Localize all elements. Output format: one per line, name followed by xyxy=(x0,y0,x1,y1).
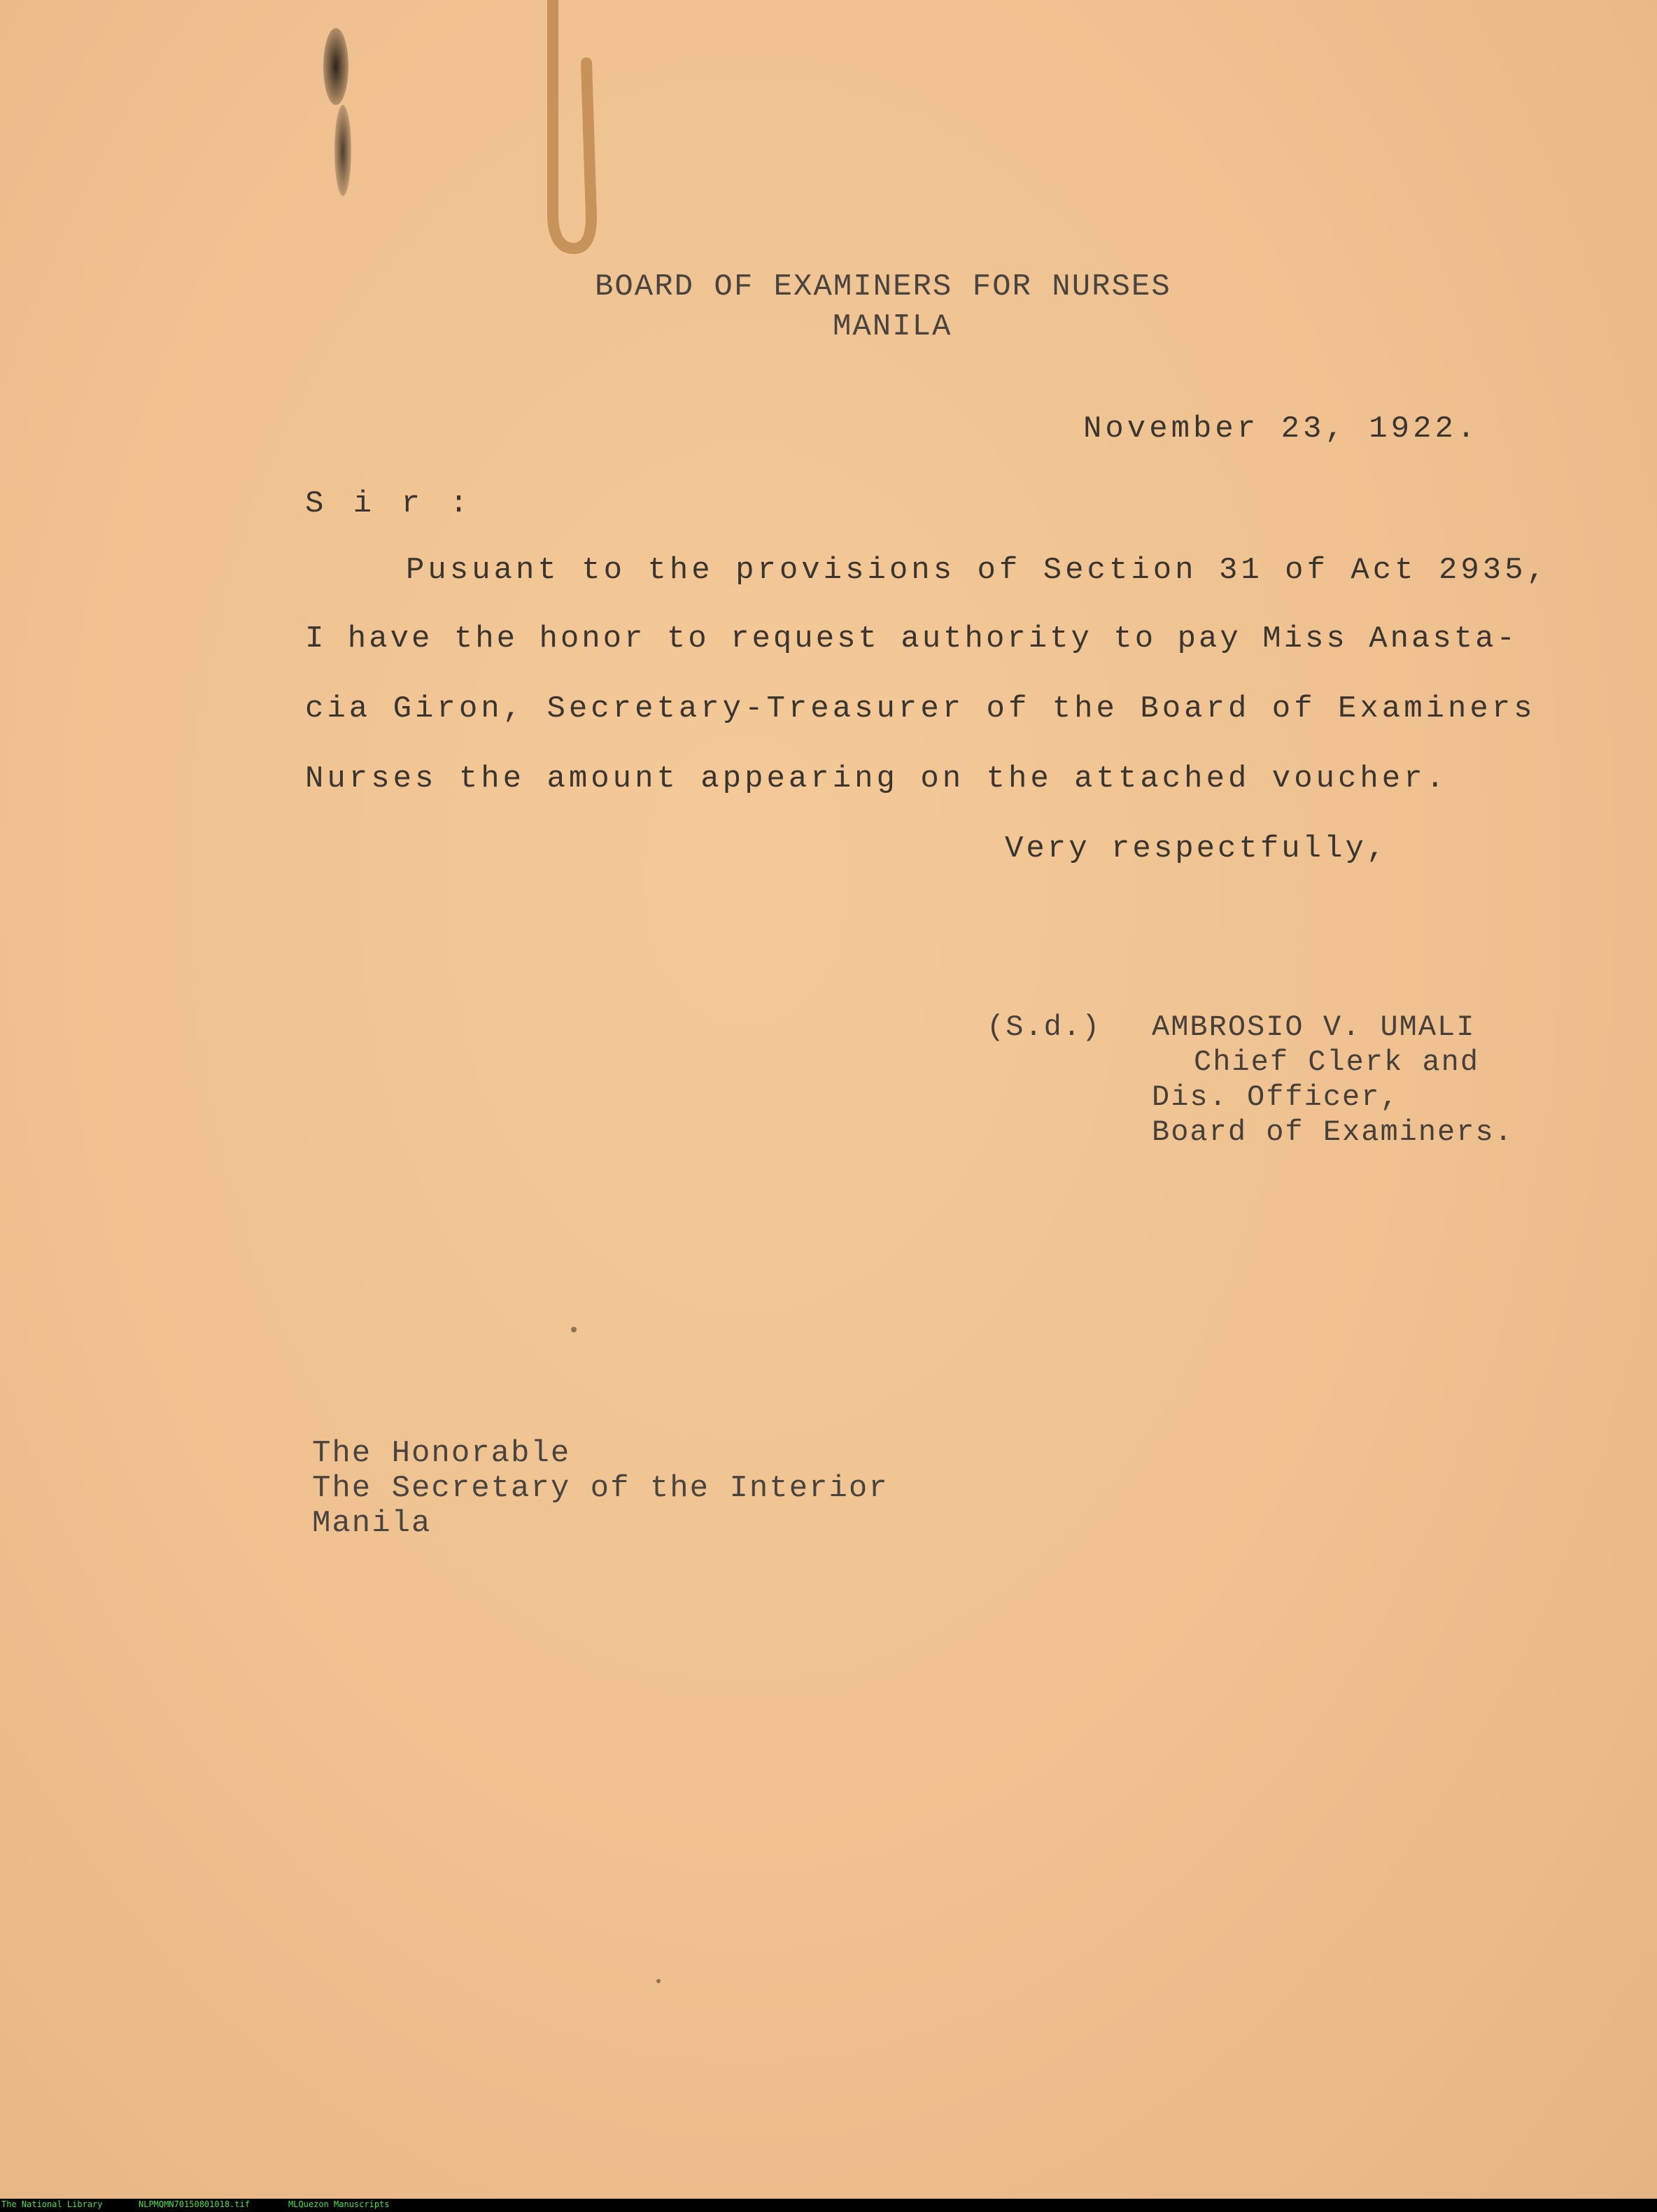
letter-date: November 23, 1922. xyxy=(1083,411,1479,446)
paperclip-rust-mark xyxy=(511,0,602,266)
body-line-2: I have the honor to request authority to pay Miss Anasta- xyxy=(305,621,1518,656)
letterhead-line-2: MANILA xyxy=(833,309,952,344)
body-line-1: Pusuant to the provisions of Section 31 of Act 2935, xyxy=(406,553,1549,588)
body-line-4: Nurses the amount appearing on the attached voucher. xyxy=(305,761,1448,796)
signature-mark: (S.d.) xyxy=(987,1010,1101,1044)
footer-file-name: NLPMQMN70150801018.tif xyxy=(139,2199,250,2209)
ink-blot-drip xyxy=(334,105,351,196)
letterhead-line-1: BOARD OF EXAMINERS FOR NURSES xyxy=(595,269,1171,304)
addressee-line-1: The Honorable xyxy=(312,1436,571,1471)
salutation: S i r : xyxy=(305,486,474,521)
paper-speck xyxy=(656,1979,661,1983)
addressee-line-3: Manila xyxy=(312,1506,432,1541)
addressee-line-2: The Secretary of the Interior xyxy=(312,1471,889,1506)
ink-blot xyxy=(323,28,348,105)
signer-title-1: Chief Clerk and xyxy=(1194,1045,1480,1079)
footer-collection: MLQuezon Manuscripts xyxy=(288,2199,390,2209)
complimentary-close: Very respectfully, xyxy=(1005,831,1388,866)
signer-name: AMBROSIO V. UMALI xyxy=(1152,1010,1476,1044)
paper-speck xyxy=(571,1327,577,1332)
signer-title-3: Board of Examiners. xyxy=(1152,1115,1514,1149)
signer-title-2: Dis. Officer, xyxy=(1152,1080,1399,1114)
body-line-3: cia Giron, Secretary-Treasurer of the Board of Examiners xyxy=(305,691,1536,726)
footer-library: The National Library xyxy=(1,2199,103,2209)
archive-footer-bar xyxy=(0,2199,1657,2212)
